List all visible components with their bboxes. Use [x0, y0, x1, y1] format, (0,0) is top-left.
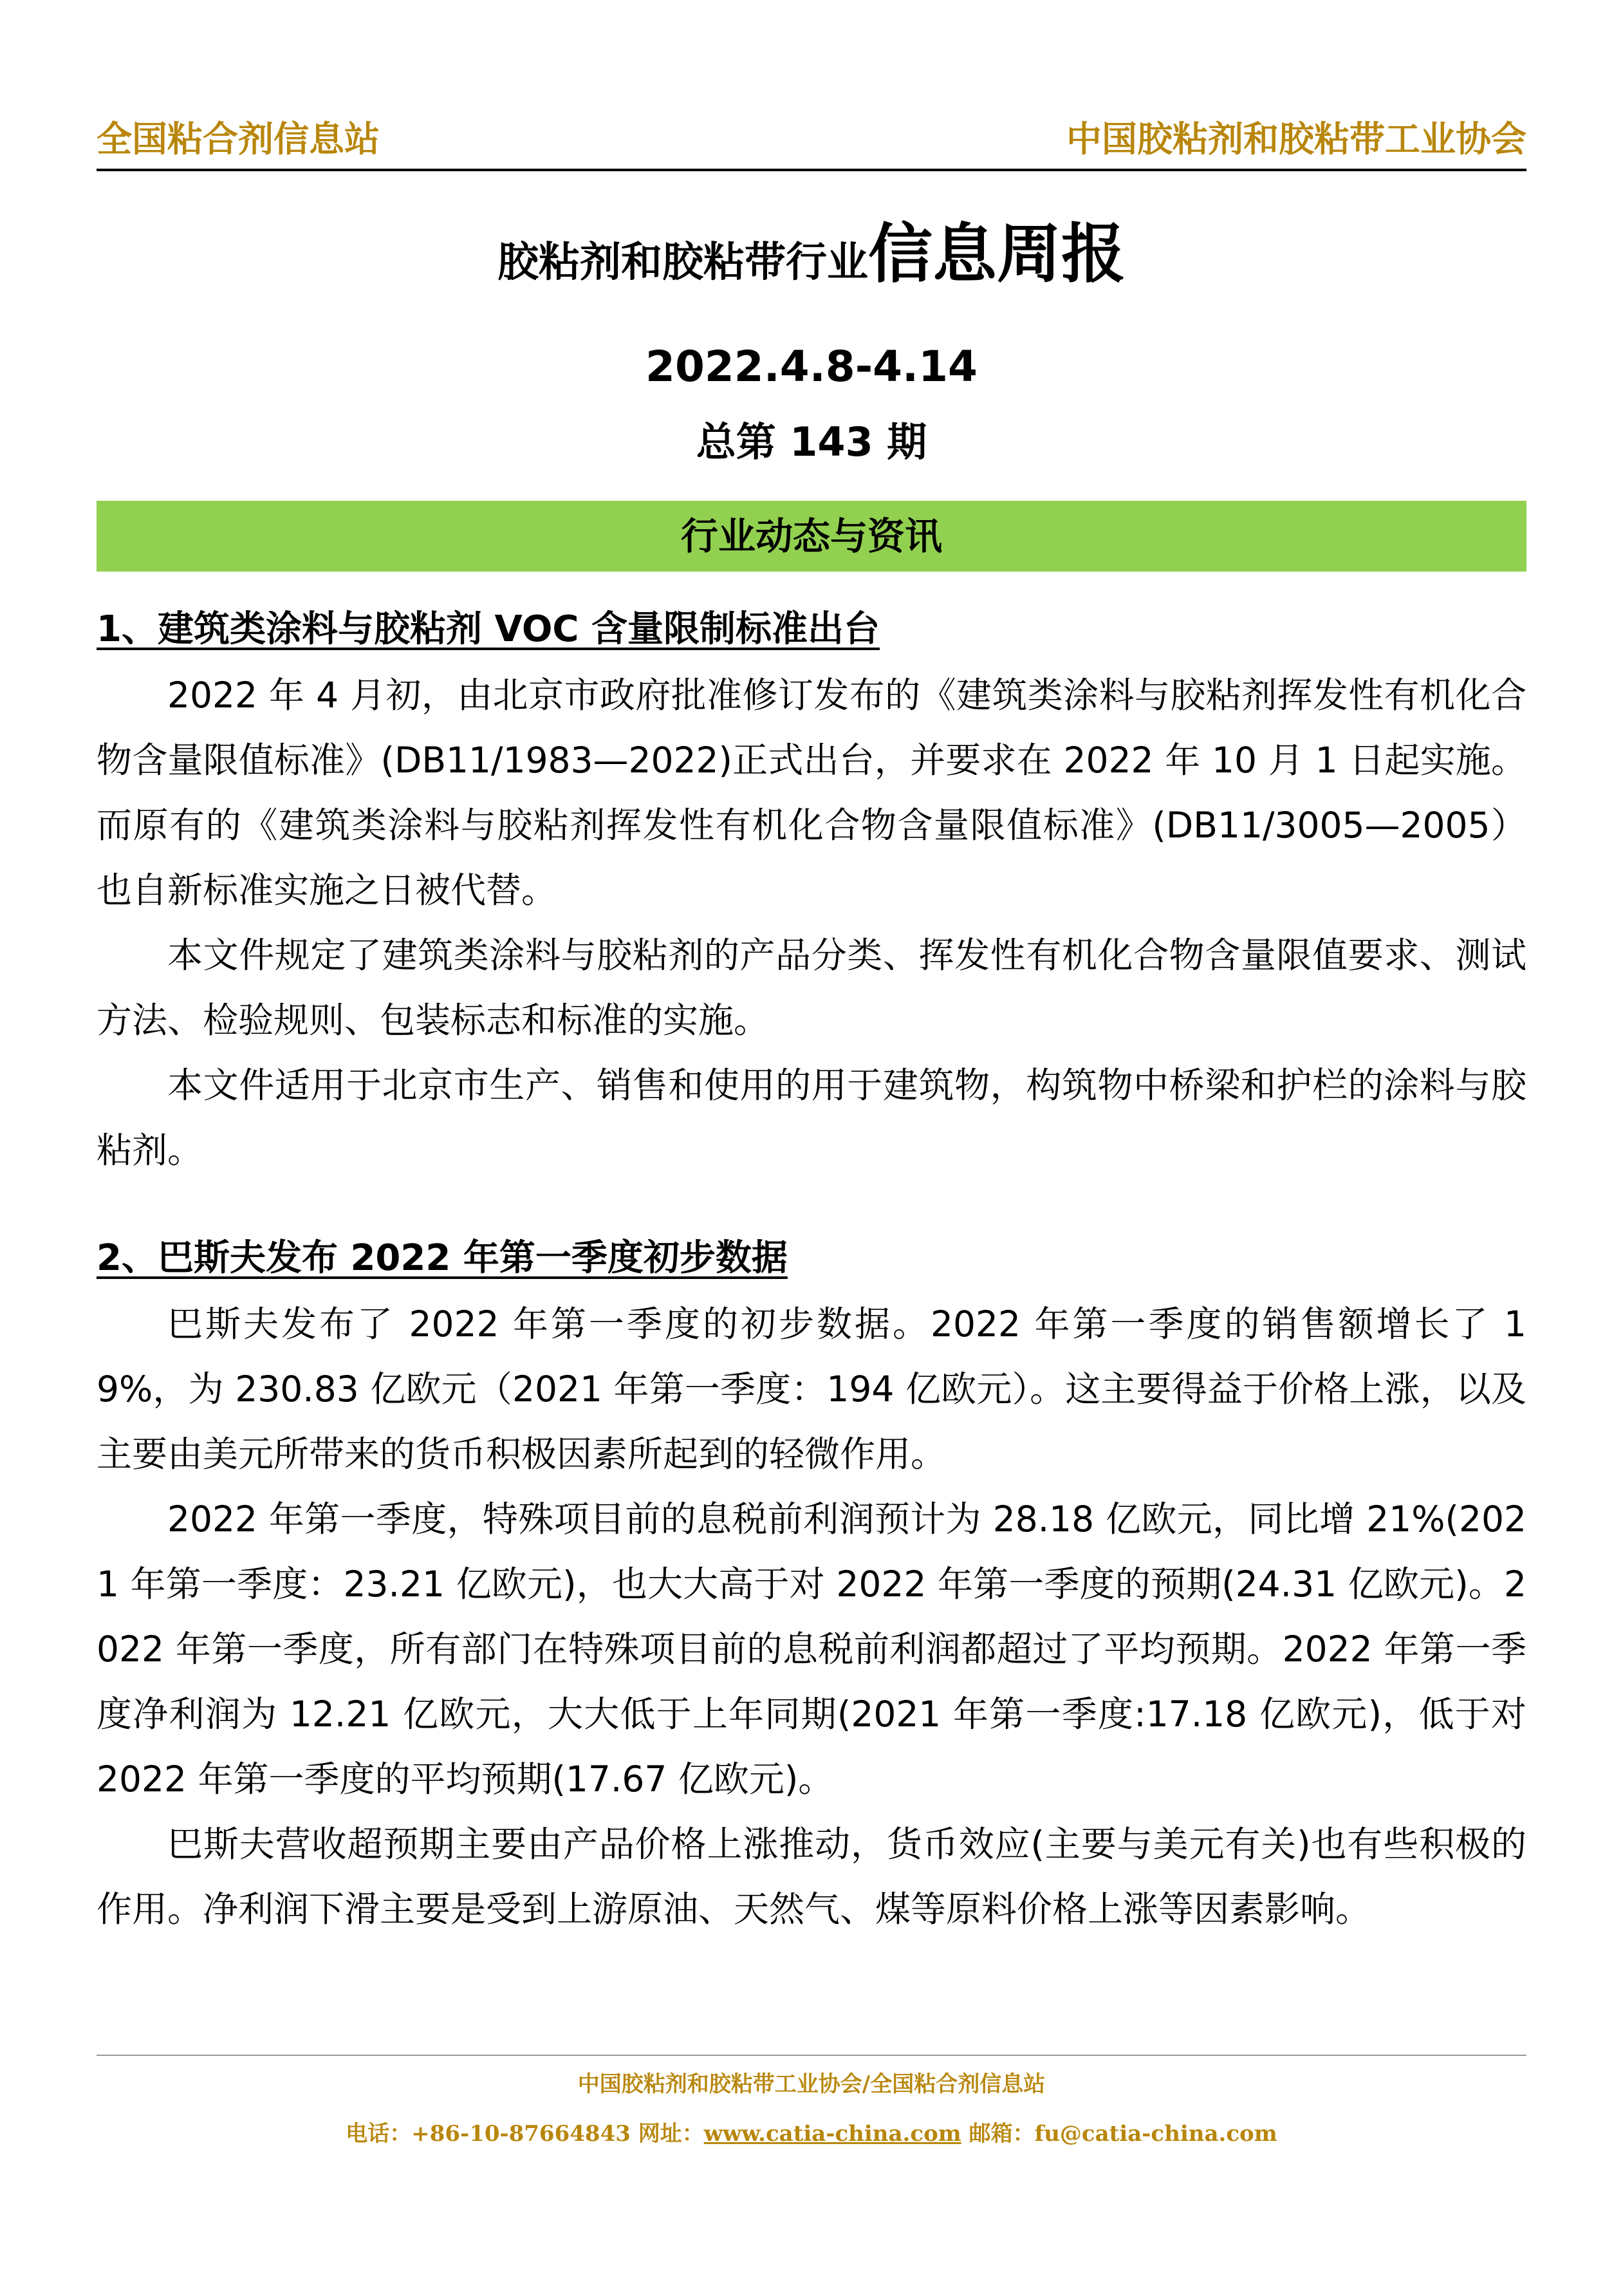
article-spacer: [97, 1183, 1526, 1224]
report-title-main: 信息周报: [868, 216, 1126, 292]
article-paragraph: 巴斯夫发布了 2022 年第一季度的初步数据。2022 年第一季度的销售额增长了 19%，为 230.83 亿欧元（2021 年第一季度：194 亿欧元）。这主要得益于价格上涨，以及主要由美元所带来的货币积极因素所起到的轻微作用。: [97, 1303, 1526, 1475]
report-issue-number: 总第 143 期: [696, 418, 927, 465]
report-title: [0, 206, 1623, 321]
footer-divider: [97, 2055, 1526, 2056]
article-paragraph: 巴斯夫营收超预期主要由产品价格上涨推动，货币效应(主要与美元有关)也有些积极的作用。净利润下滑主要是受到上游原油、天然气、煤等原料价格上涨等因素影响。: [97, 1824, 1526, 1930]
article-paragraph: 本文件适用于北京市生产、销售和使用的用于建筑物，构筑物中桥梁和护栏的涂料与胶粘剂。: [97, 1065, 1526, 1171]
section-banner: 行业动态与资讯: [97, 501, 1526, 572]
footer-email: fu@catia-china.com: [1034, 2121, 1277, 2147]
article-paragraph: 本文件规定了建筑类涂料与胶粘剂的产品分类、挥发性有机化合物含量限值要求、测试方法、检验规则、包装标志和标准的实施。: [97, 935, 1526, 1041]
report-date-range: 2022.4.8-4.14: [645, 342, 978, 391]
footer-website-label: 网址：: [630, 2121, 704, 2147]
footer-phone-label: 电话：: [346, 2121, 412, 2147]
footer-organizations: 中国胶粘剂和胶粘带工业协会/全国粘合剂信息站: [577, 2071, 1046, 2097]
footer-email-label: 邮箱：: [961, 2121, 1035, 2147]
header-site-name: 全国粘合剂信息站: [97, 118, 380, 160]
header-association-name: 中国胶粘剂和胶粘带工业协会: [1066, 118, 1526, 160]
article-content: [97, 595, 1526, 1942]
article-paragraph: 2022 年第一季度，特殊项目前的息税前利润预计为 28.18 亿欧元，同比增 21%(2021 年第一季度：23.21 亿欧元)，也大大高于对 2022 年第一季度的预期(24.31 亿欧元)。2022 年第一季度，所有部门在特殊项目前的息税前利润都超过了平均预期。2022 年第一季度净利润为 12.21 亿欧元，大大低于上年同期(2021 年第一季度:17.18 亿欧元)，低于对 2022 年第一季度的平均预期(17.67 亿欧元)。: [97, 1498, 1526, 1800]
footer-website-link[interactable]: www.catia-china.com: [703, 2121, 961, 2147]
article-heading: 1、建筑类涂料与胶粘剂 VOC 含量限制标准出台: [97, 608, 880, 650]
report-title-prefix: 胶粘剂和胶粘带行业: [497, 239, 868, 286]
header-divider: [97, 169, 1526, 171]
article-heading: 2、巴斯夫发布 2022 年第一季度初步数据: [97, 1237, 788, 1279]
article-paragraph: 2022 年 4 月初，由北京市政府批准修订发布的《建筑类涂料与胶粘剂挥发性有机化合物含量限值标准》(DB11/1983—2022)正式出台，并要求在 2022 年 10 月 1 日起实施。而原有的《建筑类涂料与胶粘剂挥发性有机化合物含量限值标准》(DB11/3005—2005）也自新标准实施之日被代替。: [97, 675, 1526, 911]
footer-phone: +86-10-87664843: [411, 2121, 631, 2147]
footer-contact: [0, 2114, 1623, 2153]
